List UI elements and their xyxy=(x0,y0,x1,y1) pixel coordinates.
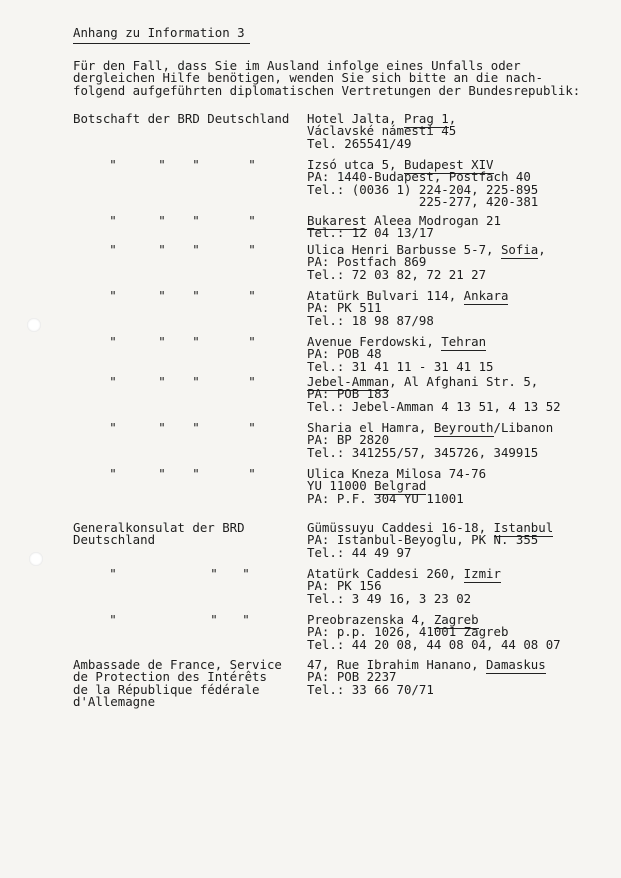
address-line xyxy=(307,266,546,282)
address-line xyxy=(307,544,553,560)
mission-label xyxy=(73,522,245,547)
address-text: 225-277, 420-381 xyxy=(307,194,539,210)
ditto-mark: " xyxy=(109,420,117,435)
ditto-mark: " xyxy=(158,466,166,481)
address-text: PA: POB 48 xyxy=(307,346,382,362)
ditto-mark: " xyxy=(192,466,200,481)
mission-address xyxy=(307,614,561,651)
ditto-mark: " xyxy=(158,374,166,389)
address-text: Tel.: (0036 1) 224-204, 225-895 xyxy=(307,181,539,197)
address-line xyxy=(307,490,486,506)
ditto-mark: " xyxy=(192,157,200,172)
ditto-mark: " xyxy=(158,157,166,172)
city-name: Sofia xyxy=(500,242,539,257)
ditto-mark: " xyxy=(242,566,250,581)
address-line xyxy=(307,227,501,239)
ditto-mark: " xyxy=(109,334,117,349)
mission-label-line: d'Allemagne xyxy=(73,694,156,710)
city-name: Izmir xyxy=(463,566,501,581)
address-text: Hotel Jalta, xyxy=(307,111,404,126)
ditto-mark: " xyxy=(192,420,200,435)
address-text: , xyxy=(448,111,457,126)
address-line xyxy=(307,196,538,208)
ditto-mark: " xyxy=(248,374,256,389)
mission-address xyxy=(307,159,538,209)
address-line xyxy=(307,444,553,460)
address-line xyxy=(307,398,561,414)
ditto-mark: " xyxy=(210,566,218,581)
address-text: Tel.: 341255/57, 345726, 349915 xyxy=(307,444,539,460)
address-text: Avenue Ferdowski, xyxy=(307,334,442,349)
ditto-mark: " xyxy=(192,374,200,389)
mission-address xyxy=(307,568,501,605)
ditto-mark: " xyxy=(248,213,256,228)
intro-line: dergleichen Hilfe benötigen, wenden Sie sich bitte an die nach- xyxy=(73,70,543,86)
address-text: Tel.: 12 04 13/17 xyxy=(307,225,434,241)
mission-label-line: Generalkonsulat der BRD xyxy=(73,520,245,535)
ditto-mark: " xyxy=(248,334,256,349)
address-text: Preobrazenska 4, xyxy=(307,612,434,627)
ditto-mark: " xyxy=(192,288,200,303)
address-line xyxy=(307,681,546,697)
address-line xyxy=(307,590,501,606)
mission-label-line: Ambassade de France, Service xyxy=(73,657,282,672)
address-line xyxy=(307,636,561,652)
mission-label-line: de Protection des Intérêts xyxy=(73,669,267,685)
ditto-mark: " xyxy=(109,374,117,389)
address-line xyxy=(307,312,508,328)
city-name: Bukarest xyxy=(307,213,367,228)
address-text: Tel.: 44 20 08, 44 08 04, 44 08 07 xyxy=(307,636,561,652)
ditto-mark: " xyxy=(109,566,117,581)
address-text: Tel.: 3 49 16, 3 23 02 xyxy=(307,590,472,606)
mission-address xyxy=(307,244,546,281)
intro-line: Für den Fall, dass Sie im Ausland infolge eines Unfalls oder xyxy=(73,58,521,73)
address-text: PA: p.p. 1026, 41001 Zagreb xyxy=(307,624,509,640)
city-name: Belgrad xyxy=(374,478,427,494)
address-text: 47, Rue Ibrahim Hanano, xyxy=(307,657,487,672)
address-text: Tel.: Jebel-Amman 4 13 51, 4 13 52 xyxy=(307,398,561,414)
mission-address xyxy=(307,468,486,505)
mission-label-line: Deutschland xyxy=(73,532,156,548)
address-text: PA: 1440-Budapest, Postfach 40 xyxy=(307,169,531,185)
address-text: Tel. 265541/49 xyxy=(307,135,412,151)
ditto-mark: " xyxy=(158,242,166,257)
city-name: Damaskus xyxy=(486,657,546,672)
address-text: PA: P.F. 304 YU 11001 xyxy=(307,490,464,506)
mission-address xyxy=(307,113,456,150)
mission-label-line: Botschaft der BRD Deutschland xyxy=(73,111,290,126)
ditto-mark: " xyxy=(242,612,250,627)
city-name: Jebel-Amman xyxy=(307,374,390,389)
intro-paragraph xyxy=(73,60,580,97)
ditto-mark: " xyxy=(210,612,218,627)
address-text: PA: POB 183 xyxy=(307,386,390,402)
city-name: Prag 1 xyxy=(403,111,449,126)
city-name: Beyrouth xyxy=(433,420,494,435)
address-text: Tel.: 31 41 11 - 31 41 15 xyxy=(307,358,494,374)
mission-label xyxy=(73,659,282,709)
address-text: Tel.: 44 49 97 xyxy=(307,544,412,560)
ditto-mark: " xyxy=(192,213,200,228)
mission-address xyxy=(307,336,494,373)
city-name: Zagreb xyxy=(433,612,479,627)
address-text: Tel.: 33 66 70/71 xyxy=(307,681,434,697)
ditto-mark: " xyxy=(248,242,256,257)
ditto-mark: " xyxy=(158,334,166,349)
intro-line: folgend aufgeführten diplomatischen Vertretungen der Bundesrepublik: xyxy=(73,82,581,98)
address-text: Atatürk Bulvari 114, xyxy=(307,288,464,303)
address-text: PA: Postfach 869 xyxy=(307,254,427,270)
address-text: Tel.: 18 98 87/98 xyxy=(307,312,434,328)
address-line xyxy=(307,135,456,151)
ditto-mark: " xyxy=(109,213,117,228)
mission-address xyxy=(307,422,553,459)
mission-address xyxy=(307,215,501,240)
mission-address xyxy=(307,376,561,413)
mission-address xyxy=(307,522,553,559)
punch-hole xyxy=(27,318,41,332)
address-line xyxy=(307,358,494,374)
address-text: Atatürk Caddesi 260, xyxy=(307,566,464,581)
mission-address xyxy=(307,290,508,327)
address-text: PA: POB 2237 xyxy=(307,669,397,685)
ditto-mark: " xyxy=(158,288,166,303)
ditto-mark: " xyxy=(158,420,166,435)
city-name: Istanbul xyxy=(493,520,554,535)
city-name: Tehran xyxy=(441,334,487,349)
ditto-mark: " xyxy=(109,242,117,257)
city-name: Budapest XIV xyxy=(403,157,494,172)
mission-label-line: de la République fédérale xyxy=(73,681,260,697)
ditto-mark: " xyxy=(248,157,256,172)
ditto-mark: " xyxy=(109,612,117,627)
address-text: PA: Istanbul-Beyoglu, PK N. 355 xyxy=(307,532,539,548)
ditto-mark: " xyxy=(192,242,200,257)
address-text: PA: PK 156 xyxy=(307,578,382,594)
address-text: Ulica Henri Barbusse 5-7, xyxy=(307,242,501,257)
punch-hole xyxy=(29,552,43,566)
ditto-mark: " xyxy=(248,288,256,303)
page-title: Anhang zu Information 3 xyxy=(73,27,250,44)
address-text: Tel.: 72 03 82, 72 21 27 xyxy=(307,266,487,282)
ditto-mark: " xyxy=(248,420,256,435)
address-text: Sharia el Hamra, xyxy=(307,420,434,435)
ditto-mark: " xyxy=(158,213,166,228)
address-text: Ulica Kneza Milosa 74-76 xyxy=(307,466,487,481)
ditto-mark: " xyxy=(248,466,256,481)
city-name: Ankara xyxy=(463,288,509,303)
ditto-mark: " xyxy=(109,466,117,481)
ditto-mark: " xyxy=(109,288,117,303)
address-text: Aleea Modrogan 21 xyxy=(366,213,501,228)
address-text: PA: BP 2820 xyxy=(307,432,390,448)
ditto-mark: " xyxy=(192,334,200,349)
address-text: , Al Afghani Str. 5, xyxy=(389,374,539,389)
mission-address xyxy=(307,659,546,696)
address-text: YU 11000 xyxy=(307,478,375,494)
ditto-mark: " xyxy=(109,157,117,172)
address-text: , xyxy=(538,242,546,257)
address-text: /Libanon xyxy=(493,420,554,435)
address-text: Izsó utca 5, xyxy=(307,157,404,172)
address-text: Gümüssuyu Caddesi 16-18, xyxy=(307,520,494,535)
mission-label xyxy=(73,113,289,125)
address-text: Václavské námesti 45 xyxy=(307,123,457,139)
address-text: PA: PK 511 xyxy=(307,300,382,316)
